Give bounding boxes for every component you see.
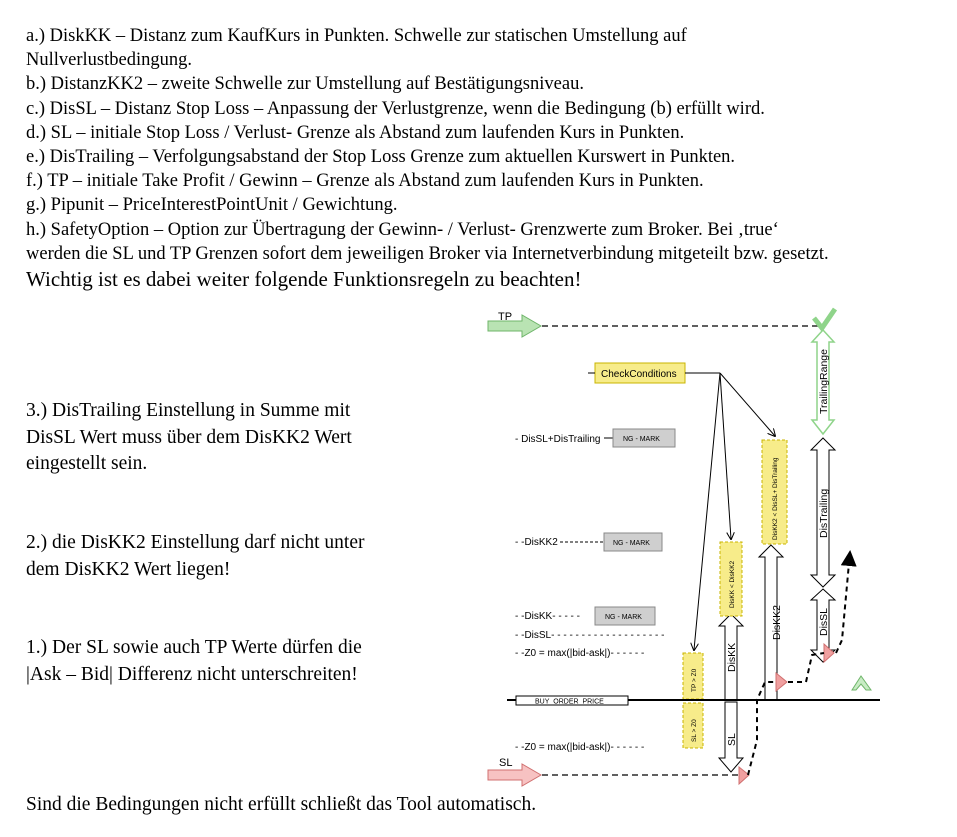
dissl-label: DisSL xyxy=(818,607,830,636)
diskk2-label: DisKK2 xyxy=(771,604,783,640)
sl-vertical-label: SL xyxy=(726,733,738,746)
distrailing-label: DisTrailing xyxy=(818,488,830,538)
rule-line: 3.) DisTrailing Einstellung in Summe mit xyxy=(26,400,351,421)
ng-mark-label: NG - MARK xyxy=(613,540,650,547)
definition-line: b.) DistanzKK2 – zweite Schwelle zur Umstellung auf Bestätigungsniveau. xyxy=(26,74,584,95)
dissl-distrailing-label: - DisSL+DisTrailing xyxy=(515,434,601,445)
diskk-condition-label: DisKK < DisKK2 xyxy=(729,560,736,608)
z0-upper-label: - -Z0 = max(|bid-ask|)- - - - - - xyxy=(515,648,645,659)
definition-line: f.) TP – initiale Take Profit / Gewinn – Grenze als Abstand zum laufenden Kurs in Punkten. xyxy=(26,171,704,192)
diskk-axis-label: - -DisKK- - - - - xyxy=(515,611,580,622)
rule-line: |Ask – Bid| Differenz nicht unterschreiten! xyxy=(26,663,358,685)
definition-line: werden die SL und TP Grenzen sofort dem jeweiligen Broker via Internetverbindung mitgeteilt bzw. gesetzt. xyxy=(26,243,829,264)
condition-tp-z0 xyxy=(683,653,703,699)
sl-z0-label: SL > Z0 xyxy=(691,719,698,742)
tp-z0-label: TP > Z0 xyxy=(691,668,698,692)
diskk-label: DisKK xyxy=(726,642,738,672)
trailing-range-arrow xyxy=(812,330,834,434)
footer-text: Sind die Bedingungen nicht erfüllt schließt das Tool automatisch. xyxy=(26,794,537,815)
check-icon xyxy=(814,309,835,328)
diskk2-condition-label: DisKK2 < DisSL+ DisTrailing xyxy=(772,457,779,540)
condition-sl-z0 xyxy=(683,703,703,748)
definition-line: h.) SafetyOption – Option zur Übertragung der Gewinn- / Verlust- Grenzwerte zum Broker. Bei ‚true‘ xyxy=(26,219,779,240)
ng-mark-1 xyxy=(613,429,675,447)
check-conditions-box xyxy=(595,363,685,383)
rule-line: 1.) Der SL sowie auch TP Werte dürfen die xyxy=(26,637,362,658)
red-marker-1 xyxy=(739,767,749,784)
tp-label: TP xyxy=(498,311,513,323)
ng-mark-3 xyxy=(595,607,655,625)
z0-lower-label: - -Z0 = max(|bid-ask|)- - - - - - xyxy=(515,742,645,753)
definition-line: d.) SL – initiale Stop Loss / Verlust- Grenze als Abstand zum laufenden Kurs in Punkten. xyxy=(26,122,685,143)
green-up-marker xyxy=(852,676,871,690)
diskk-arrow xyxy=(719,614,743,700)
definition-line: c.) DisSL – Distanz Stop Loss – Anpassung der Verlustgrenze, wenn die Bedingung (b) erfüllt wird. xyxy=(26,98,765,119)
rule-line: DisSL Wert muss über dem DisKK2 Wert xyxy=(26,426,352,448)
distrailing-arrow xyxy=(811,438,835,587)
ng-mark-label: NG - MARK xyxy=(605,614,642,621)
sl-down-arrow xyxy=(719,702,743,772)
ng-mark-label: NG - MARK xyxy=(623,436,660,443)
definition-line: Nullverlustbedingung. xyxy=(26,50,192,71)
definition-line: e.) DisTrailing – Verfolgungsabstand der Stop Loss Grenze zum aktuellen Kurswert in Punkten. xyxy=(26,147,736,168)
trailing-range-label: TrailingRange xyxy=(818,349,830,414)
red-marker-2 xyxy=(776,673,787,691)
ng-mark-2 xyxy=(604,533,662,551)
dissl-axis-label: - -DisSL- - - - - - - - - - - - - - - - - - - xyxy=(515,630,665,641)
definition-line: g.) Pipunit – PriceInterestPointUnit / Gewichtung. xyxy=(26,195,398,216)
sl-arrow xyxy=(488,757,541,786)
tp-arrow xyxy=(488,311,541,337)
rule-line: eingestellt sein. xyxy=(26,453,148,474)
buy-order-price-label: BUY_ORDER_PRICE xyxy=(535,698,604,706)
sl-label: SL xyxy=(499,757,513,769)
rule-line: dem DisKK2 Wert liegen! xyxy=(26,558,231,580)
condition-diskk2 xyxy=(762,440,787,544)
definition-line: a.) DiskKK – Distanz zum KaufKurs in Punkten. Schwelle zur statischen Umstellung auf xyxy=(26,26,687,46)
check-conditions-label: CheckConditions xyxy=(601,369,677,380)
buy-order-price-box xyxy=(516,696,628,706)
diskk2-axis-label: - -DisKK2 xyxy=(515,537,558,548)
intro-line: Wichtig ist es dabei weiter folgende Funktionsregeln zu beachten! xyxy=(26,267,582,292)
condition-diskk xyxy=(720,542,742,616)
rule-line: 2.) die DisKK2 Einstellung darf nicht unter xyxy=(26,532,365,553)
